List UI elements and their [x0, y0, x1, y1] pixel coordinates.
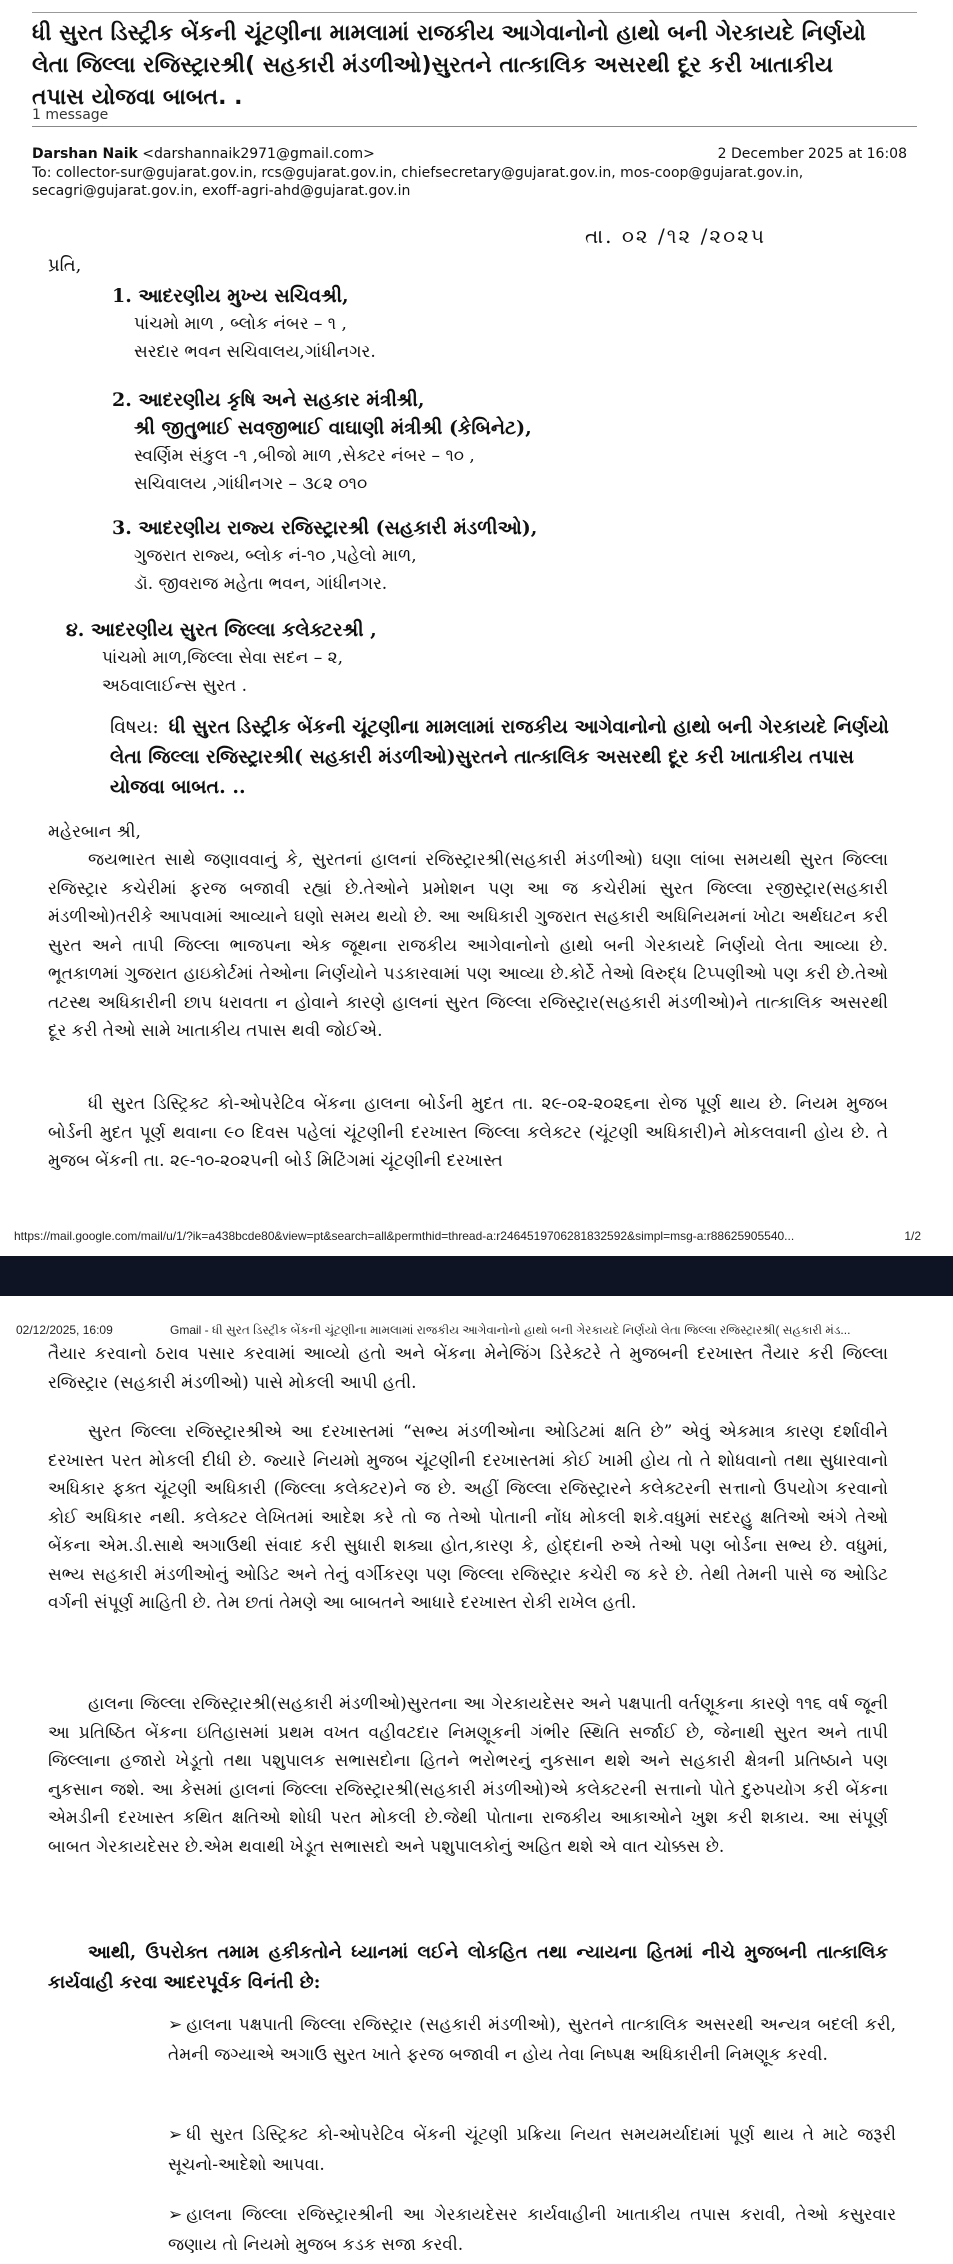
salutation: મહેરબાન શ્રી,: [48, 822, 141, 842]
request-item-2: [168, 2120, 896, 2180]
letter-subject: [110, 712, 910, 802]
addressee-head-2: શ્રી જીતુભાઈ સવજીભાઈ વાઘાણી મંત્રીશ્રી (કેબિનેટ),: [134, 417, 532, 439]
header-divider: [32, 126, 917, 127]
sender-name: Darshan Naik: [32, 146, 138, 162]
addressee-3: [112, 514, 537, 598]
addressee-1: [112, 282, 376, 366]
addressee-line: સચિવાલય ,ગાંધીનગર – ૩૮૨ ૦૧૦: [134, 474, 368, 494]
footer-url: https://mail.google.com/mail/u/1/?ik=a438bcde80&view=pt&search=all&permthid=thread-a:r2464519706281832592&simpl=msg-a:r88625905540...: [14, 1229, 795, 1243]
addressee-line: સ્વર્ણિમ સંકુલ -૧ ,બીજો માળ ,સેક્ટર નંબર – ૧૦ ,: [134, 446, 475, 466]
addressee-line: પાંચમો માળ , બ્લોક નંબર – ૧ ,: [134, 314, 347, 334]
addressee-head: 1. આદરણીય મુખ્ય સચિવશ્રી,: [112, 285, 349, 307]
request-item-text: હાલના જિલ્લા રજિસ્ટ્રારશ્રીની આ ગેરકાયદેસર કાર્યવાહીની ખાતાકીય તપાસ કરાવી, તેઓ કસુરવાર જણાય તો નિયમો મુજબ કડક સજા કરવી.: [168, 2205, 896, 2255]
addressee-line: અઠવાલાઈન્સ સુરત .: [102, 676, 248, 696]
email-subject: ધી સુરત ડિસ્ટ્રીક બેંકની ચૂંટણીના મામલામાં રાજકીય આગેવાનોનો હાથો બની ગેરકાયદે નિર્ણયો લેતા જિલ્લા રજિસ્ટ્રારશ્રી( સહકારી મંડળીઓ)સુરતને તાત્કાલિક અસરથી દૂર કરી ખાતાકીય તપાસ યોજવા બાબત. .: [32, 21, 866, 110]
footer-page-number: 1/2: [904, 1229, 921, 1243]
addressee-line: સરદાર ભવન સચિવાલય,ગાંધીનગર.: [134, 342, 376, 362]
paragraph-2: ધી સુરત ડિસ્ટ્રિક્ટ કો-ઓપરેટિવ બેંકના હાલના બોર્ડની મુદત તા. ૨૯-૦૨-૨૦૨૬ના રોજ પૂર્ણ થાય છે. નિયમ મુજબ બોર્ડની મુદત પૂર્ણ થવાના ૯૦ દિવસ પહેલાં ચૂંટણીની દરખાસ્ત જિલ્લા કલેક્ટર (ચૂંટણી અધિકારી)ને મોકલવાની હોય છે. તે મુજબ બેંકની તા. ૨૯-૧૦-૨૦૨૫ની બોર્ડ મિટિંગમાં ચૂંટણીની દરખાસ્ત: [48, 1094, 888, 1171]
sender-line: [32, 146, 375, 162]
letter-date: તા. ૦૨ /૧૨ /૨૦૨૫: [585, 224, 767, 248]
subject-label: વિષય:: [110, 716, 159, 738]
addressee-4: [66, 616, 377, 700]
addressee-head: 3. આદરણીય રાજ્ય રજિસ્ટ્રારશ્રી (સહકારી મંડળીઓ),: [112, 517, 538, 539]
addressee-line: ગુજરાત રાજ્ય, બ્લોક નં-૧૦ ,પહેલો માળ,: [134, 546, 417, 566]
request-item-1: [168, 2010, 896, 2070]
recipients: To: collector-sur@gujarat.gov.in, rcs@gujarat.gov.in, chiefsecretary@gujarat.gov.in, mos-coop@gujarat.gov.in, secagri@gujarat.gov.in, exoff-agri-ahd@gujarat.gov.in: [32, 165, 804, 199]
addressee-2: [112, 386, 532, 498]
paragraph-2-continued: તૈયાર કરવાનો ઠરાવ પસાર કરવામાં આવ્યો હતો અને બેંકના મેનેજિંગ ડિરેક્ટરે તે મુજબની દરખાસ્ત તૈયાર કરી જિલ્લા રજિસ્ટ્રાર (સહકારી મંડળીઓ) પાસે મોકલી આપી હતી.: [48, 1344, 888, 1393]
message-count: 1 message: [32, 107, 109, 123]
request-item-text: ધી સુરત ડિસ્ટ્રિક્ટ કો-ઓપરેટિવ બેંકની ચૂંટણી પ્રક્રિયા નિયત સમયમર્યાદામાં પૂર્ણ થાય તે માટે જરૂરી સૂચનો-આદેશો આપવા.: [168, 2125, 896, 2175]
request-item-text: હાલના પક્ષપાતી જિલ્લા રજિસ્ટ્રાર (સહકારી મંડળીઓ), સુરતને તાત્કાલિક અસરથી અન્યત્ર બદલી કરી, તેમની જગ્યાએ અગાઉ સુરત ખાતે ફરજ બજાવી ન હોય તેવા નિષ્પક્ષ અધિકારીની નિમણૂક કરવી.: [168, 2015, 896, 2065]
paragraph-3: સુરત જિલ્લા રજિસ્ટ્રારશ્રીએ આ દરખાસ્તમાં “સભ્ય મંડળીઓના ઓડિટમાં ક્ષતિ છે” એવું એકમાત્ર કારણ દર્શાવીને દરખાસ્ત પરત મોકલી દીધી છે. જ્યારે નિયમો મુજબ ચૂંટણીની દરખાસ્તમાં કોઈ ખામી હોય તો તે શોધવાનો તથા સુધારવાનો અધિકાર ફક્ત ચૂંટણી અધિકારી (જિલ્લા કલેક્ટર)ને જ છે. અહીં જિલ્લા રજિસ્ટ્રારને કલેક્ટરની સત્તાનો ઉપયોગ કરવાનો કોઈ અધિકાર નથી. કલેક્ટર લેખિતમાં આદેશ કરે તો જ તેઓ પોતાની નોંધ મોકલી શકે.વધુમાં સદરહુ ક્ષતિઓ અંગે તેઓ બેંકના એમ.ડી.સાથે અગાઉથી સંવાદ કરી સુધારી શક્યા હોત,કારણ કે, હોદ્દાની રુએ તેઓ પણ બોર્ડના સભ્ય છે. વધુમાં, સભ્ય સહકારી મંડળીઓનું ઓડિટ અને તેનું વર્ગીકરણ પણ જિલ્લા રજિસ્ટ્રાર કચેરી જ કરે છે. તેથી તેમની પાસે જ ઓડિટ વર્ગની સંપૂર્ણ માહિતી છે. તેમ છતાં તેમણે આ બાબતને આધારે દરખાસ્ત રોકી રાખેલ હતી.: [48, 1422, 888, 1613]
paragraph-5: આથી, ઉપરોક્ત તમામ હકીકતોને ધ્યાનમાં લઈને લોકહિત તથા ન્યાયના હિતમાં નીચે મુજબની તાત્કાલિક કાર્યવાહી કરવા આદરપૂર્વક વિનંતી છે:: [48, 1942, 888, 1993]
paragraph-1: જયભારત સાથે જણાવવાનું કે, સુરતનાં હાલનાં રજિસ્ટ્રારશ્રી(સહકારી મંડળીઓ) ઘણા લાંબા સમયથી સુરત જિલ્લા રજિસ્ટ્રાર કચેરીમાં ફરજ બજાવી રહ્યાં છે.તેઓને પ્રમોશન પણ આ જ કચેરીમાં સુરત જિલ્લા રજીસ્ટ્રાર(સહકારી મંડળીઓ)તરીકે આપવામાં આવ્યાને ઘણો સમય થયો છે. આ અધિકારી ગુજરાત સહકારી અધિનિયમનાં ખોટા અર્થઘટન કરી સુરત અને તાપી જિલ્લા ભાજપના એક જૂથના રાજકીય આગેવાનોનો હાથો બની ગેરકાયદે નિર્ણયો લેતા આવ્યા છે. ભૂતકાળમાં ગુજરાત હાઇકોર્ટમાં તેઓના નિર્ણયોને પડકારવામાં પણ આવ્યા છે.કોર્ટે તેઓ વિરુદ્ધ ટિપ્પણીઓ પણ કરી છે.તેઓ તટસ્થ અધિકારીની છાપ ધરાવતા ન હોવાને કારણે હાલનાં સુરત જિલ્લા રજિસ્ટ્રાર(સહકારી મંડળીઓ)ને તાત્કાલિક અસરથી દૂર કરી તેઓ સામે ખાતાકીય તપાસ થવી જોઈએ.: [48, 850, 888, 1041]
arrow-bullet-icon: ➢: [168, 2205, 183, 2225]
subject-text: ધી સુરત ડિસ્ટ્રીક બેંકની ચૂંટણીના મામલામાં રાજકીય આગેવાનોનો હાથો બની ગેરકાયદે નિર્ણયો લેતા જિલ્લા રજિસ્ટ્રારશ્રી( સહકારી મંડળીઓ)સુરતને તાત્કાલિક અસરથી દૂર કરી ખાતાકીય તપાસ યોજવા બાબત. ..: [110, 716, 889, 798]
addressee-head: ૪. આદરણીય સુરત જિલ્લા કલેક્ટરશ્રી ,: [66, 619, 377, 641]
page2-header-title: Gmail - ધી સુરત ડિસ્ટ્રીક બેંકની ચૂંટણીના મામલામાં રાજકીય આગેવાનોનો હાથો બની ગેરકાયદે નિર્ણયો લેતા જિલ્લા રજિસ્ટ્રારશ્રી( સહકારી મંડ...: [170, 1323, 851, 1337]
top-divider: [32, 12, 917, 13]
page-separator: [0, 1256, 953, 1296]
addressee-line: પાંચમો માળ,જિલ્લા સેવા સદન – ૨,: [102, 648, 344, 668]
sent-date: 2 December 2025 at 16:08: [717, 146, 907, 162]
page2-header-date: 02/12/2025, 16:09: [16, 1323, 113, 1337]
sender-email[interactable]: <darshannaik2971@gmail.com>: [142, 146, 375, 162]
request-item-3: [168, 2200, 896, 2260]
addressee-head: 2. આદરણીય કૃષિ અને સહકાર મંત્રીશ્રી,: [112, 389, 425, 411]
paragraph-4: હાલના જિલ્લા રજિસ્ટ્રારશ્રી(સહકારી મંડળીઓ)સુરતના આ ગેરકાયદેસર અને પક્ષપાતી વર્તણૂકના કારણે ૧૧૬ વર્ષ જૂની આ પ્રતિષ્ઠિત બેંકના ઇતિહાસમાં પ્રથમ વખત વહીવટદાર નિમણૂકની ગંભીર સ્થિતિ સર્જાઈ છે, જેનાથી સુરત અને તાપી જિલ્લાના હજારો ખેડૂતો તથા પશુપાલક સભાસદોના હિતને ભરોભરનું નુકસાન થશે અને સહકારી ક્ષેત્રની પ્રતિષ્ઠાને પણ નુકસાન જશે. આ કેસમાં હાલનાં જિલ્લા રજિસ્ટ્રારશ્રી(સહકારી મંડળીઓ)એ કલેક્ટરની સત્તાનો પોતે દુરુપયોગ કરી બેંકના એમડીની દરખાસ્ત કથિત ક્ષતિઓ શોધી પરત મોકલી છે.જેથી પોતાના રાજકીય આકાઓને ખુશ કરી શકાય. આ સંપૂર્ણ બાબત ગેરકાયદેસર છે.એમ થવાથી ખેડૂત સભાસદો અને પશુપાલકોનું અહિત થશે એ વાત ચોક્કસ છે.: [48, 1694, 888, 1857]
prati-label: પ્રતિ,: [48, 255, 82, 276]
arrow-bullet-icon: ➢: [168, 2125, 183, 2145]
addressee-line: ડૉ. જીવરાજ મહેતા ભવન, ગાંધીનગર.: [134, 574, 388, 594]
arrow-bullet-icon: ➢: [168, 2015, 183, 2035]
